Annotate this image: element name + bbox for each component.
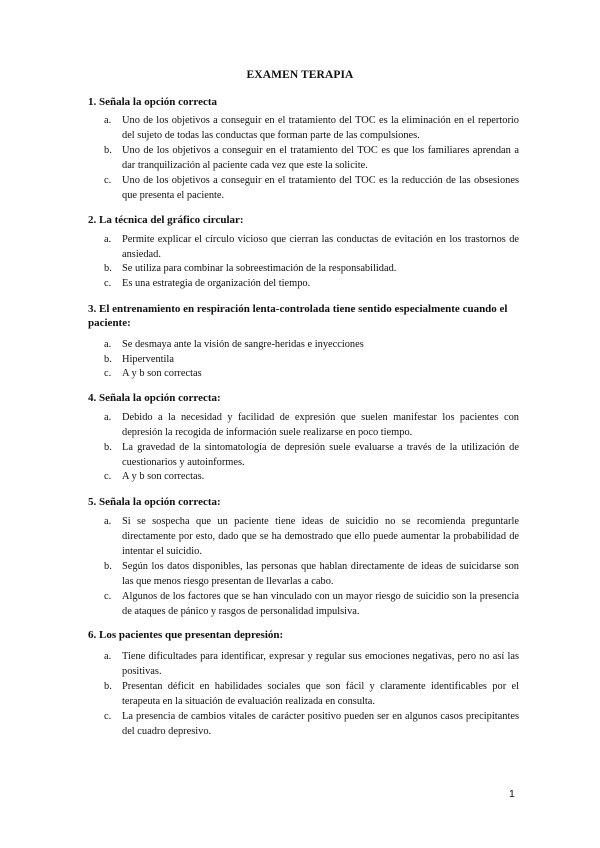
option-letter: b. bbox=[104, 145, 112, 156]
option-text: Uno de los objetivos a conseguir en el tratamiento del TOC es la reducción de las obsesiones que presenta el paciente. bbox=[122, 175, 519, 201]
question-2-option-c bbox=[104, 277, 519, 292]
question-6-heading: 6. Los pacientes que presentan depresión: bbox=[88, 629, 284, 641]
option-text: Es una estrategia de organización del tiempo. bbox=[122, 278, 311, 289]
option-text: Tiene dificultades para identificar, expresar y regular sus emociones negativas, pero no así las positivas. bbox=[122, 651, 519, 677]
option-text: Debido a la necesidad y facilidad de expresión que suelen manifestar los pacientes con depresión la recogida de información suele realizarse en poco tiempo. bbox=[122, 412, 519, 438]
question-4-option-b bbox=[104, 441, 519, 471]
option-text: Hiperventila bbox=[122, 354, 174, 365]
question-4-option-a bbox=[104, 411, 519, 441]
option-letter: c. bbox=[104, 711, 112, 722]
option-letter: c. bbox=[104, 368, 112, 379]
option-text: Presentan déficit en habilidades sociales que son fácil y claramente identificables por el terapeuta en la situación de evaluación realizada en consulta. bbox=[122, 681, 519, 707]
question-2-option-a bbox=[104, 233, 519, 263]
option-letter: b. bbox=[104, 561, 112, 572]
option-text: Uno de los objetivos a conseguir en el tratamiento del TOC es que los familiares aprendan a dar tranquilización al paciente cada vez que este la solicite. bbox=[122, 145, 519, 171]
question-3-option-a bbox=[104, 338, 519, 353]
option-text: Según los datos disponibles, las personas que hablan directamente de ideas de suicidarse son las que menos riesgo presentan de llevarlas a cabo. bbox=[122, 561, 519, 587]
question-3-heading: 3. El entrenamiento en respiración lenta-controlada tiene sentido especialmente cuando el paciente: bbox=[88, 303, 508, 329]
option-letter: a. bbox=[104, 516, 112, 527]
question-3-option-b bbox=[104, 353, 519, 368]
option-text: Algunos de los factores que se han vinculado con un mayor riesgo de suicidio son la presencia de ataques de pánico y rasgos de personalidad impulsiva. bbox=[122, 591, 519, 617]
option-letter: b. bbox=[104, 442, 112, 453]
option-letter: a. bbox=[104, 115, 112, 126]
question-2-heading: 2. La técnica del gráfico circular: bbox=[88, 214, 244, 226]
question-1-heading: 1. Señala la opción correcta bbox=[88, 96, 218, 108]
question-4-heading: 4. Señala la opción correcta: bbox=[88, 392, 221, 404]
option-text: La presencia de cambios vitales de carácter positivo pueden ser en algunos casos precipitantes del cuadro depresivo. bbox=[122, 711, 519, 737]
option-text: A y b son correctas bbox=[122, 368, 202, 379]
option-text: Se desmaya ante la visión de sangre-heridas e inyecciones bbox=[122, 339, 364, 350]
option-text: A y b son correctas. bbox=[122, 471, 205, 482]
option-letter: b. bbox=[104, 681, 112, 692]
option-text: Permite explicar el círculo vicioso que cierran las conductas de evitación en los trastornos de ansiedad. bbox=[122, 234, 519, 260]
option-letter: c. bbox=[104, 278, 112, 289]
question-6-option-b bbox=[104, 680, 519, 710]
page-title: EXAMEN TERAPIA bbox=[246, 69, 354, 81]
question-6-option-a bbox=[104, 650, 519, 680]
question-1-option-c bbox=[104, 174, 519, 204]
option-text: Uno de los objetivos a conseguir en el tratamiento del TOC es la eliminación en el repertorio del sujeto de todas las conductas que forman parte de las compulsiones. bbox=[122, 115, 519, 141]
option-letter: a. bbox=[104, 234, 112, 245]
option-letter: a. bbox=[104, 412, 112, 423]
question-2-option-b bbox=[104, 262, 519, 277]
option-letter: a. bbox=[104, 651, 112, 662]
question-1-option-a bbox=[104, 114, 519, 144]
option-text: Se utiliza para combinar la sobreestimación de la responsabilidad. bbox=[122, 263, 397, 274]
option-letter: b. bbox=[104, 263, 112, 274]
option-letter: c. bbox=[104, 175, 112, 186]
option-letter: b. bbox=[104, 354, 112, 365]
question-5-option-b bbox=[104, 560, 519, 590]
question-3-option-c bbox=[104, 367, 519, 382]
page-number: 1 bbox=[509, 788, 515, 800]
option-letter: a. bbox=[104, 339, 112, 350]
question-1-option-b bbox=[104, 144, 519, 174]
question-6-option-c bbox=[104, 710, 519, 740]
question-4-option-c bbox=[104, 470, 519, 485]
question-5-heading: 5. Señala la opción correcta: bbox=[88, 496, 221, 508]
option-text: La gravedad de la sintomatología de depresión suele evaluarse a través de la utilización de cuestionarios y autoinformes. bbox=[122, 442, 519, 468]
option-letter: c. bbox=[104, 591, 112, 602]
option-letter: c. bbox=[104, 471, 112, 482]
question-5-option-c bbox=[104, 590, 519, 620]
question-5-option-a bbox=[104, 515, 519, 559]
option-text: Si se sospecha que un paciente tiene ideas de suicidio no se recomienda preguntarle directamente por esto, dado que se ha demostrado que ello puede aumentar la probabilidad de intentar el suicidio. bbox=[122, 516, 519, 557]
